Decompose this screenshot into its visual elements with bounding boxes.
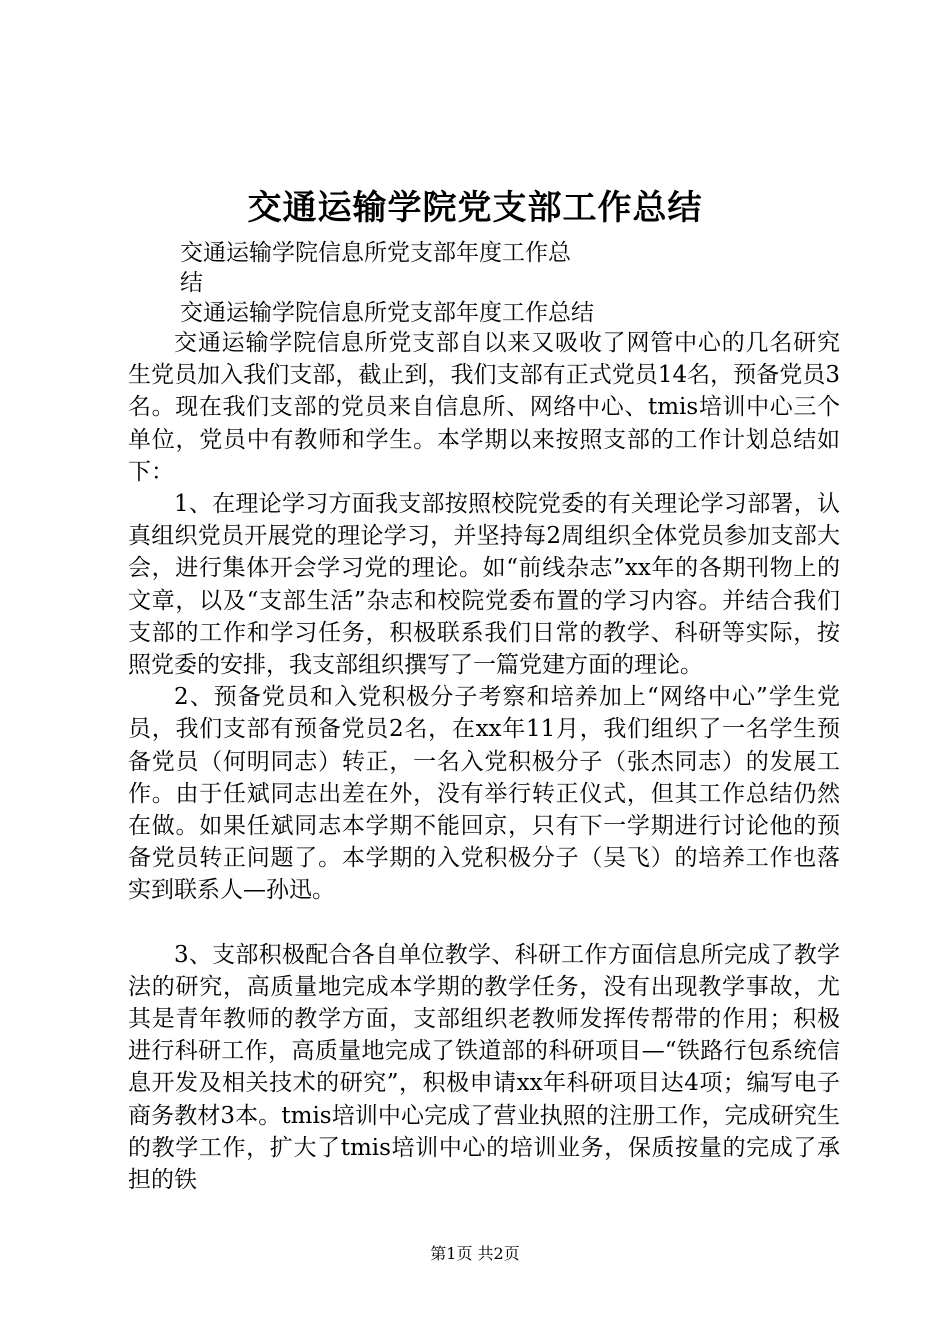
- paragraph-teaching-research: 3、支部积极配合各自单位教学、科研工作方面信息所完成了教学法的研究，高质量地完成本学期的教学任务，没有出现教学事故，尤其是青年教师的教学方面，支部组织老教师发挥传帮带的作用；积极进行科研工作，高质量地完成了铁道部的科研项目—“铁路行包系统信息开发及相关技术的研究”，积极申请xx年科研项目达4项；编写电子商务教材3本。tmis培训中心完成了营业执照的注册工作，完成研究生的教学工作，扩大了tmis培训中心的培训业务，保质按量的完成了承担的铁: [128, 941, 840, 1194]
- document-title: 交通运输学院党支部工作总结: [247, 188, 703, 228]
- paragraph-theory-study: 1、在理论学习方面我支部按照校院党委的有关理论学习部署，认真组织党员开展党的理论学习，并坚持每2周组织全体党员参加支部大会，进行集体开会学习党的理论。如“前线杂志”xx年的各期刊物上的文章，以及“支部生活”杂志和校院党委布置的学习内容。并结合我们支部的工作和学习任务，积极联系我们日常的教学、科研等实际，按照党委的安排，我支部组织撰写了一篇党建方面的理论。: [128, 491, 840, 679]
- subtitle-line-2: 结: [180, 270, 203, 296]
- subtitle-line-1: 交通运输学院信息所党支部年度工作总: [180, 240, 571, 266]
- document-body: [128, 327, 840, 1196]
- subtitle-line-3: 交通运输学院信息所党支部年度工作总结: [180, 300, 594, 326]
- paragraph-party-members: 2、预备党员和入党积极分子考察和培养加上“网络中心”学生党员，我们支部有预备党员2名，在xx年11月，我们组织了一名学生预备党员（何明同志）转正，一名入党积极分子（张杰同志）的发展工作。由于任斌同志出差在外，没有举行转正仪式，但其工作总结仍然在做。如果任斌同志本学期不能回京，只有下一学期进行讨论他的预备党员转正问题了。本学期的入党积极分子（吴飞）的培养工作也落实到联系人—孙迅。: [128, 684, 840, 904]
- page-footer: 第1页 共2页: [430, 1244, 520, 1263]
- paragraph-intro: 交通运输学院信息所党支部自以来又吸收了网管中心的几名研究生党员加入我们支部，截止到，我们支部有正式党员14名，预备党员3名。现在我们支部的党员来自信息所、网络中心、tmis培训中心三个单位，党员中有教师和学生。本学期以来按照支部的工作计划总结如下：: [128, 330, 840, 485]
- paragraph-gap: [128, 907, 840, 939]
